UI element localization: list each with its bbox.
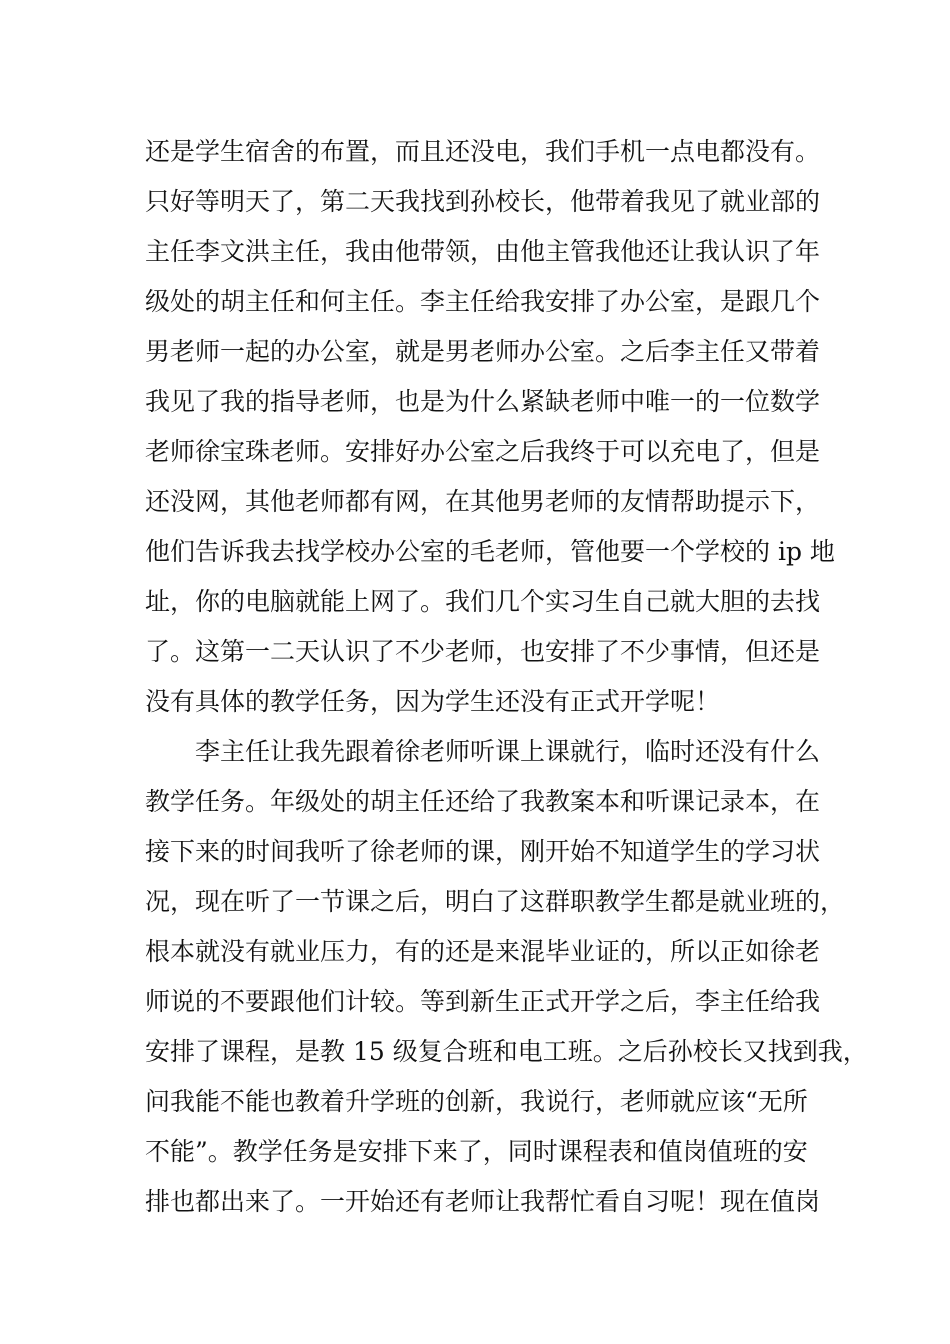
text-line: 老师徐宝珠老师。安排好办公室之后我终于可以充电了，但是 <box>145 437 821 466</box>
text-line: 址，你的电脑就能上网了。我们几个实习生自己就大胆的去找 <box>145 587 821 616</box>
text-line: 还是学生宿舍的布置，而且还没电，我们手机一点电都没有。 <box>145 137 821 166</box>
text-line: 安排了课程，是教 15 级复合班和电工班。之后孙校长又找到我， <box>145 1037 868 1066</box>
text-line: 根本就没有就业压力，有的还是来混毕业证的，所以正如徐老 <box>145 937 821 966</box>
text-line: 不能”。教学任务是安排下来了，同时课程表和值岗值班的安 <box>145 1137 808 1166</box>
text-line: 主任李文洪主任，我由他带领，由他主管我他还让我认识了年 <box>145 237 821 266</box>
text-line: 只好等明天了，第二天我找到孙校长，他带着我见了就业部的 <box>145 187 821 216</box>
text-line: 级处的胡主任和何主任。李主任给我安排了办公室，是跟几个 <box>145 287 821 316</box>
paragraph-first-line: 李主任让我先跟着徐老师听课上课就行，临时还没有什么 <box>195 737 821 766</box>
text-line: 教学任务。年级处的胡主任还给了我教案本和听课记录本，在 <box>145 787 821 816</box>
text-line: 没有具体的教学任务，因为学生还没有正式开学呢！ <box>145 687 721 716</box>
text-line: 问我能不能也教着升学班的创新，我说行，老师就应该“无所 <box>145 1087 808 1116</box>
text-line: 男老师一起的办公室，就是男老师办公室。之后李主任又带着 <box>145 337 821 366</box>
text-line: 师说的不要跟他们计较。等到新生正式开学之后，李主任给我 <box>145 987 821 1016</box>
text-line: 我见了我的指导老师，也是为什么紧缺老师中唯一的一位数学 <box>145 387 821 416</box>
body-text <box>145 127 868 1227</box>
text-line: 他们告诉我去找学校办公室的毛老师，管他要一个学校的 ip 地 <box>145 537 835 566</box>
text-line: 况，现在听了一节课之后，明白了这群职教学生都是就业班的， <box>145 887 846 916</box>
text-line: 接下来的时间我听了徐老师的课，刚开始不知道学生的学习状 <box>145 837 821 866</box>
text-line: 排也都出来了。一开始还有老师让我帮忙看自习呢！现在值岗 <box>145 1187 821 1216</box>
text-line: 了。这第一二天认识了不少老师，也安排了不少事情，但还是 <box>145 637 821 666</box>
text-line: 还没网，其他老师都有网，在其他男老师的友情帮助提示下， <box>145 487 821 516</box>
